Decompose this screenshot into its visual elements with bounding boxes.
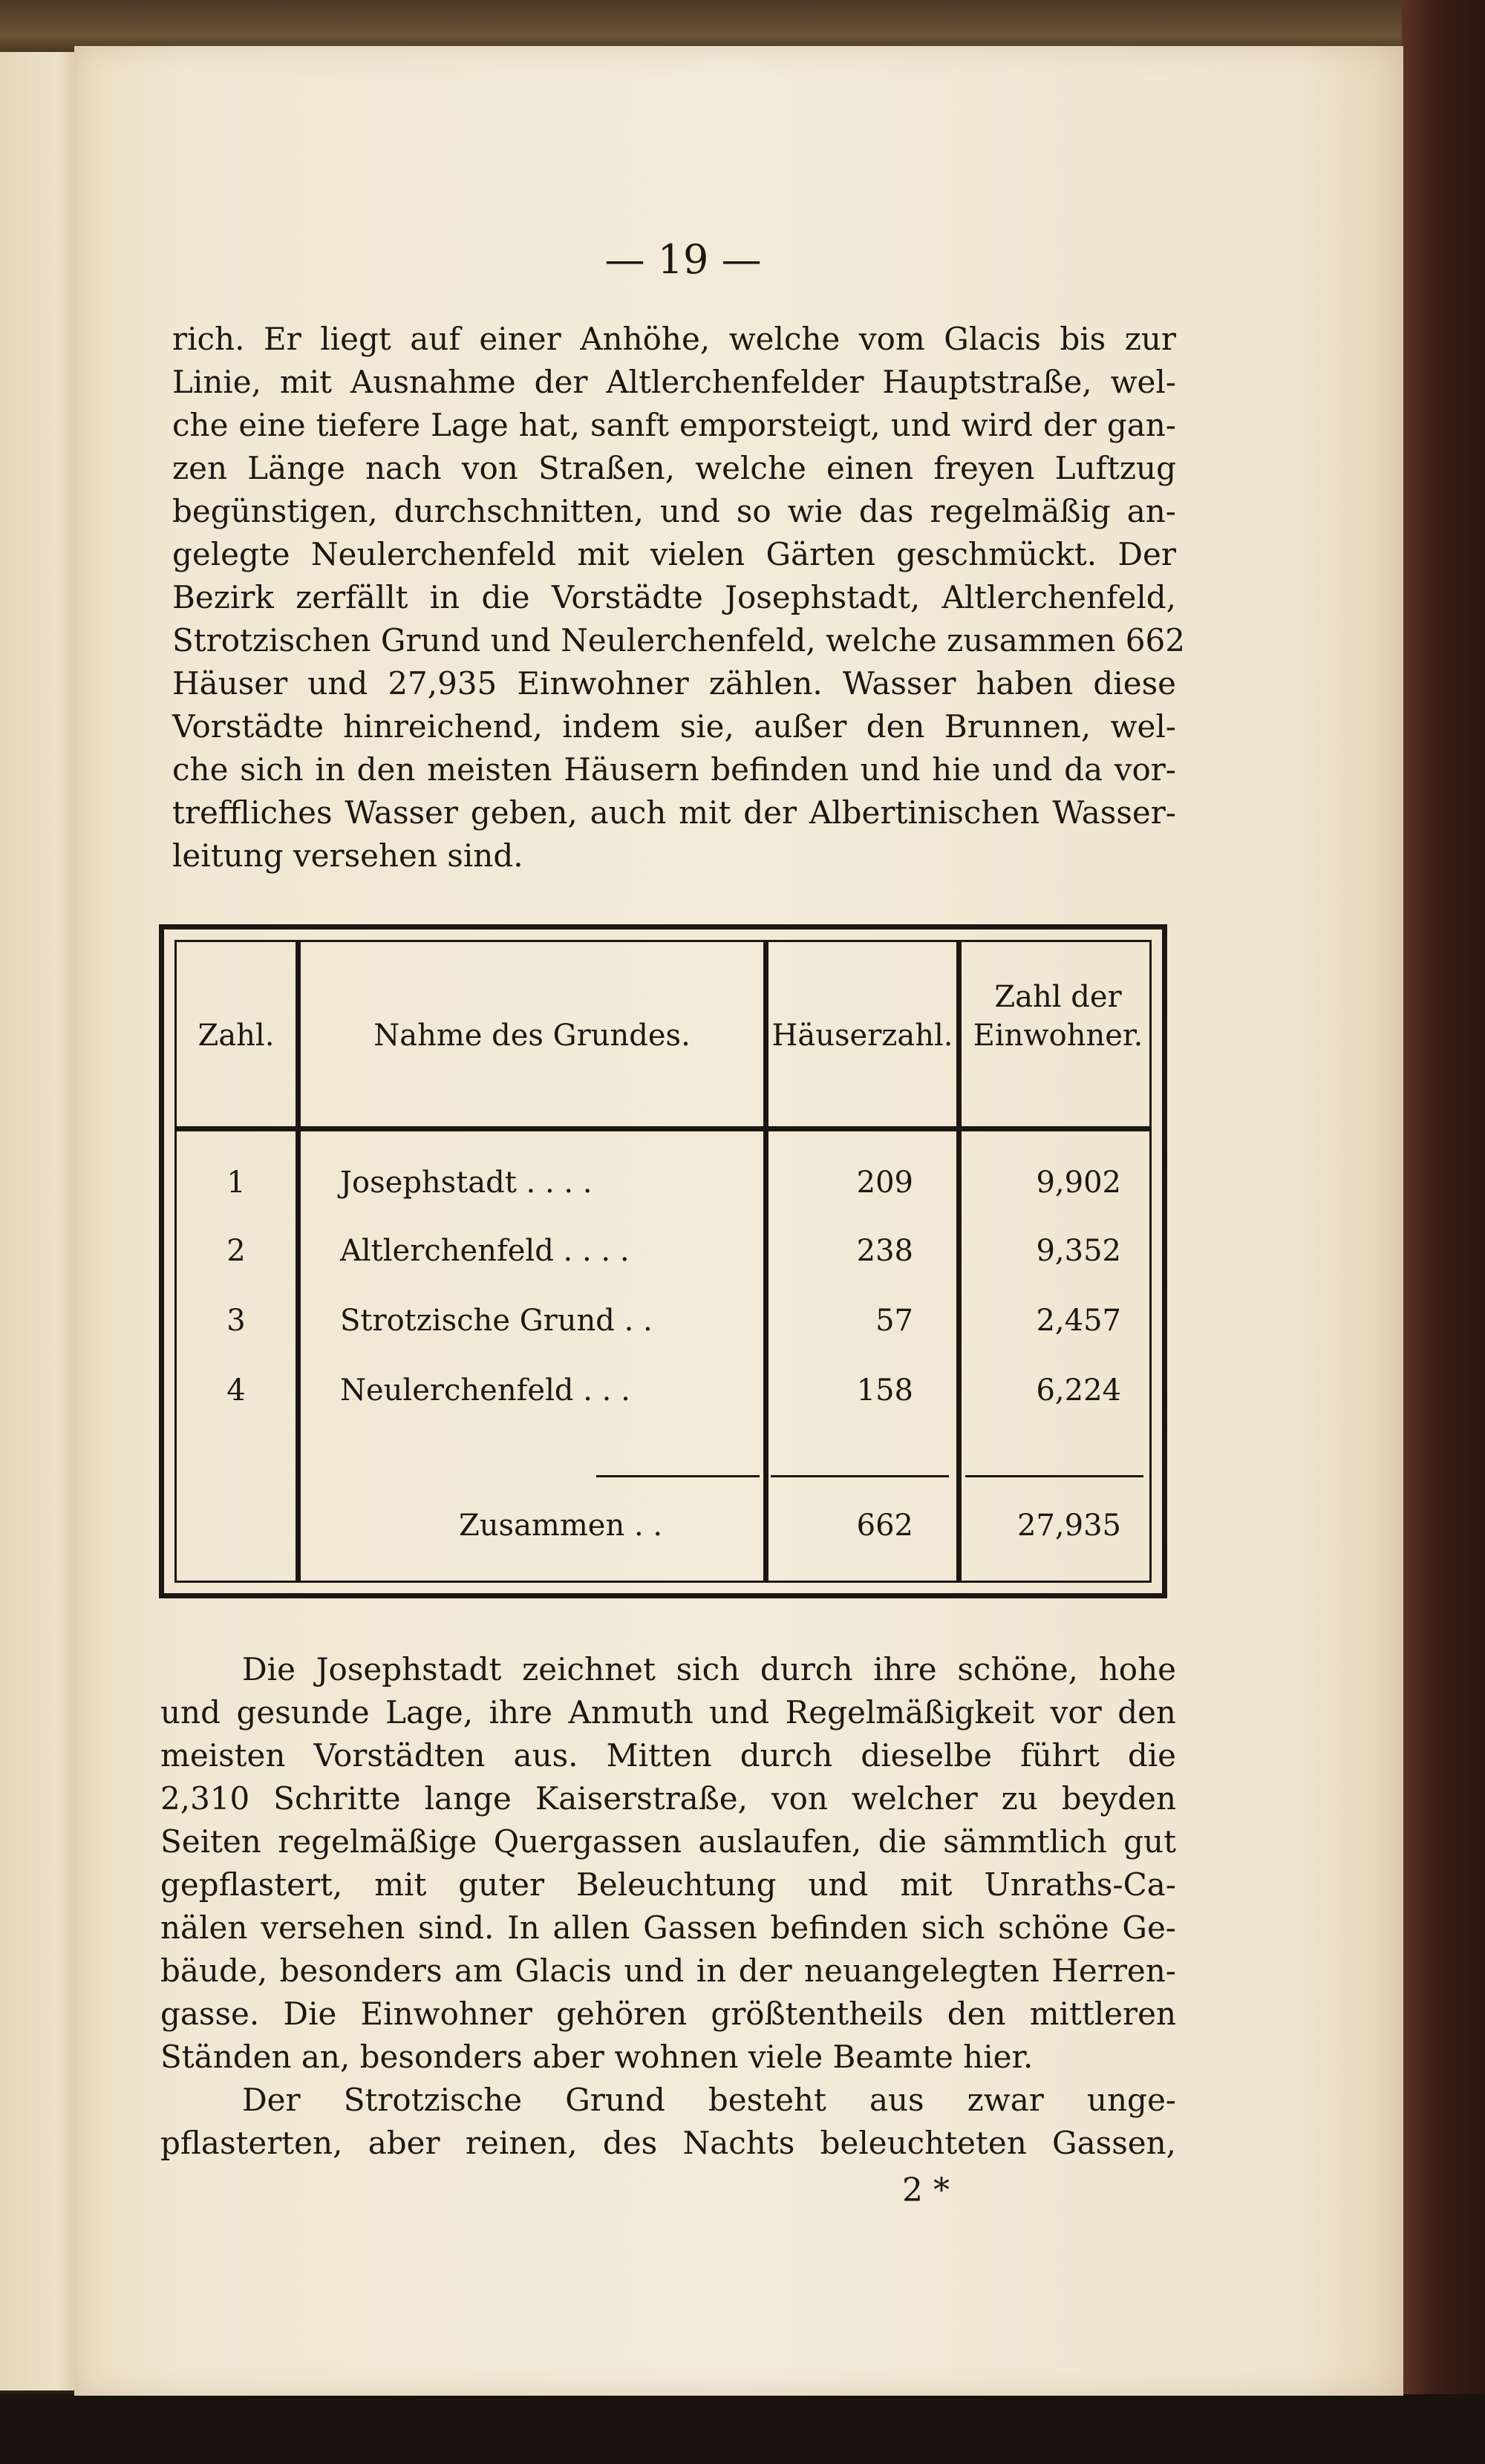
text-line: meisten Vorstädten aus. Mitten durch dieselbe führt die: [160, 1737, 1176, 1774]
row-inhabitants: 9,352: [1036, 1234, 1121, 1268]
signature-mark: 2 *: [902, 2171, 950, 2209]
row-inhabitants: 6,224: [1036, 1373, 1121, 1408]
text-line: Die Josephstadt zeichnet sich durch ihre schöne, hohe: [242, 1651, 1176, 1687]
paragraph-josephstadt: [160, 1648, 1176, 2079]
text-line: Häuser und 27,935 Einwohner zählen. Wasser haben diese: [172, 665, 1176, 702]
table-divider: [296, 942, 301, 1581]
text-line: 2,310 Schritte lange Kaiserstraße, von welcher zu beyden: [160, 1780, 1176, 1817]
row-inhabitants: 2,457: [1036, 1304, 1121, 1338]
sum-rule-houses: [771, 1475, 949, 1477]
text-line: Bezirk zerfällt in die Vorstädte Josephstadt, Altlerchenfeld,: [172, 579, 1176, 615]
table-header-rule: [177, 1126, 1149, 1131]
sum-rule-name: [596, 1475, 760, 1477]
previous-page-edge: [0, 52, 82, 2391]
total-houses: 662: [856, 1509, 913, 1543]
total-label: Zusammen . .: [459, 1509, 663, 1543]
text-line: zen Länge nach von Straßen, welche einen freyen Luftzug: [172, 450, 1176, 486]
text-line: gelegte Neulerchenfeld mit vielen Gärten geschmückt. Der: [172, 536, 1176, 572]
table-divider: [763, 942, 768, 1581]
table-divider: [956, 942, 962, 1581]
row-name: Josephstadt . . . .: [340, 1166, 593, 1200]
sum-rule-inhabitants: [965, 1475, 1143, 1477]
text-line: Ständen an, besonders aber wohnen viele Beamte hier.: [160, 2039, 1034, 2075]
row-number: 3: [226, 1304, 246, 1338]
row-number: 4: [226, 1373, 246, 1408]
text-line: gasse. Die Einwohner gehören größtentheils den mittleren: [160, 1996, 1176, 2032]
total-inhabitants: 27,935: [1017, 1509, 1121, 1543]
header-houses: Häuserzahl.: [771, 1019, 953, 1053]
text-line: che eine tiefere Lage hat, sanft emporsteigt, und wird der gan-: [172, 407, 1176, 443]
row-houses: 209: [856, 1166, 913, 1200]
row-inhabitants: 9,902: [1036, 1166, 1121, 1200]
row-number: 1: [226, 1166, 246, 1200]
text-line: begünstigen, durchschnitten, und so wie das regelmäßig an-: [172, 493, 1176, 529]
row-houses: 238: [856, 1234, 913, 1268]
page-number: — 19 —: [604, 236, 762, 283]
row-name: Neulerchenfeld . . .: [340, 1373, 630, 1408]
paragraph-intro: [172, 318, 1185, 878]
header-name: Nahme des Grundes.: [373, 1019, 691, 1053]
text-line: gepflastert, mit guter Beleuchtung und mit Unraths-Ca-: [160, 1866, 1176, 1903]
text-line: Linie, mit Ausnahme der Altlerchenfelder Hauptstraße, wel-: [172, 364, 1176, 400]
text-line: leitung versehen sind.: [172, 837, 523, 874]
bottom-background: [0, 2394, 1485, 2464]
text-line: Seiten regelmäßige Quergassen auslaufen, die sämmtlich gut: [160, 1823, 1176, 1860]
text-line: pflasterten, aber reinen, des Nachts beleuchteten Gassen,: [160, 2125, 1176, 2161]
row-number: 2: [226, 1234, 246, 1268]
book-cover-edge: [1402, 0, 1485, 2464]
text-line: treffliches Wasser geben, auch mit der Albertinischen Wasser-: [172, 794, 1176, 831]
paragraph-strotzische-grund: [160, 2079, 1176, 2165]
text-line: und gesunde Lage, ihre Anmuth und Regelmäßigkeit vor den: [160, 1694, 1176, 1731]
row-name: Altlerchenfeld . . . .: [340, 1234, 630, 1268]
text-line: rich. Er liegt auf einer Anhöhe, welche vom Glacis bis zur: [172, 321, 1176, 357]
text-line: che sich in den meisten Häusern befinden und hie und da vor-: [172, 751, 1176, 788]
row-houses: 158: [856, 1373, 913, 1408]
text-line: nälen versehen sind. In allen Gassen befinden sich schöne Ge-: [160, 1909, 1176, 1946]
table-inner-frame: [174, 940, 1152, 1583]
text-line: bäude, besonders am Glacis und in der neuangelegten Herren-: [160, 1952, 1176, 1989]
row-houses: 57: [875, 1304, 913, 1338]
row-name: Strotzische Grund . .: [340, 1304, 653, 1338]
header-number: Zahl.: [198, 1019, 275, 1053]
text-line: Vorstädte hinreichend, indem sie, außer den Brunnen, wel-: [172, 708, 1176, 745]
population-table: [159, 924, 1167, 1598]
text-line: Strotzischen Grund und Neulerchenfeld, welche zusammen 662: [172, 622, 1185, 659]
text-line: Der Strotzische Grund besteht aus zwar unge-: [242, 2082, 1176, 2118]
header-inhabitants: Zahl der Einwohner.: [973, 980, 1143, 1053]
